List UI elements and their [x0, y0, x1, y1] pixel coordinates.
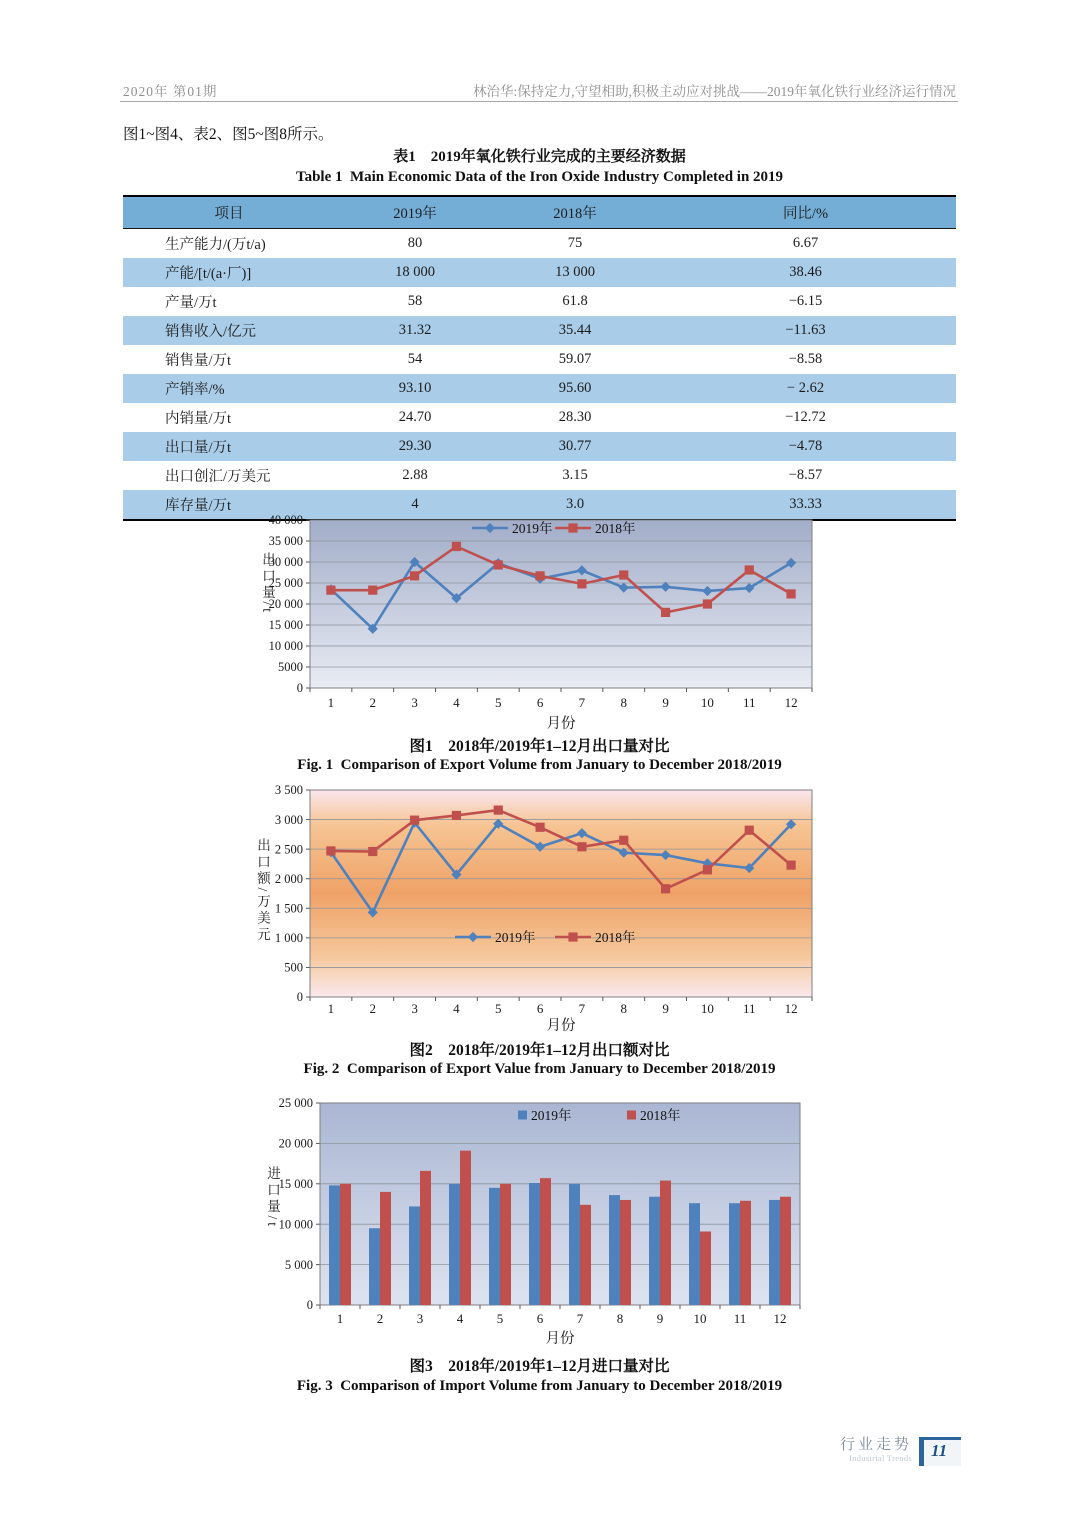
running-title: 林治华:保持定力,守望相助,积极主动应对挑战——2019年氧化铁行业经济运行情况 — [473, 84, 956, 99]
bar-2019年 — [409, 1206, 420, 1305]
table-cell: 3.0 — [565, 496, 585, 512]
y-tick-label: 15 000 — [268, 618, 303, 633]
table-cell: −6.15 — [788, 293, 823, 309]
x-tick-label: 2 — [376, 1311, 384, 1326]
data-point-marker — [786, 861, 795, 870]
data-point-marker — [494, 560, 503, 569]
y-tick-label: 35 000 — [268, 534, 303, 549]
x-tick-label: 1 — [336, 1311, 344, 1326]
x-tick-label: 11 — [733, 1311, 747, 1326]
legend-label: 2018年 — [595, 929, 636, 945]
data-point-marker — [661, 884, 670, 893]
y-tick-label: 10 000 — [278, 1217, 313, 1232]
y-tick-label: 3 000 — [274, 812, 303, 827]
y-tick-label: 20 000 — [268, 597, 303, 612]
table-header-row — [123, 196, 956, 229]
x-tick-label: 9 — [662, 1001, 669, 1016]
footer-label-en: Industrial Trends — [849, 1453, 913, 1463]
data-point-marker — [494, 806, 503, 815]
y-tick-label: 0 — [296, 990, 303, 1005]
figure1-export-volume-line-chart — [250, 510, 830, 739]
intro-text: 图1~图4、表2、图5~图8所示。 — [123, 126, 334, 143]
plot-area — [310, 790, 812, 997]
data-point-marker — [410, 571, 419, 580]
y-tick-label: 5000 — [278, 660, 303, 675]
x-tick-label: 7 — [578, 695, 586, 710]
bar-2018年 — [500, 1184, 511, 1305]
figure3-import-volume-bar-chart — [250, 1095, 830, 1352]
table-cell: 6.67 — [792, 235, 819, 251]
data-point-marker — [326, 846, 335, 855]
figure2-y-axis-title: 出口额/万美元 — [255, 838, 270, 944]
data-point-marker — [745, 826, 754, 835]
data-point-marker — [745, 565, 754, 574]
table-row — [123, 316, 956, 345]
bar-2018年 — [380, 1192, 391, 1305]
bar-2019年 — [689, 1203, 700, 1305]
table-row — [123, 374, 956, 403]
table-cell: 80 — [407, 235, 423, 251]
plot-area — [320, 1103, 800, 1305]
x-tick-label: 3 — [416, 1311, 424, 1326]
bar-2019年 — [329, 1185, 340, 1305]
fig1-svg — [250, 510, 830, 734]
table-header-cell: 2018年 — [495, 196, 655, 229]
fig3-svg — [250, 1095, 830, 1347]
x-tick-label: 10 — [700, 1001, 714, 1016]
table-cell: 28.30 — [558, 409, 592, 425]
y-tick-label: 2 000 — [274, 871, 303, 886]
figure1-caption-en: Fig. 1 Comparison of Export Volume from January to December 2018/2019 — [297, 757, 782, 773]
x-tick-label: 1 — [327, 695, 335, 710]
x-tick-label: 11 — [742, 695, 756, 710]
data-point-marker — [577, 579, 586, 588]
y-tick-label: 3 500 — [274, 783, 303, 798]
table-cell: 59.07 — [558, 351, 592, 367]
y-tick-label: 500 — [284, 960, 303, 975]
y-tick-label: 2 500 — [274, 842, 303, 857]
data-point-marker — [535, 571, 544, 580]
bar-2019年 — [569, 1184, 580, 1305]
table-cell: 18 000 — [395, 264, 435, 280]
y-tick-label: 15 000 — [278, 1177, 313, 1191]
table-cell: −8.57 — [788, 467, 823, 483]
table-header-cell: 2019年 — [335, 196, 495, 229]
x-tick-label: 12 — [784, 695, 798, 710]
header-rule — [120, 101, 958, 102]
footer — [840, 1437, 961, 1466]
data-point-marker — [535, 823, 544, 832]
table-header-row — [123, 196, 956, 229]
data-point-marker — [410, 816, 419, 825]
figure2-caption-zh: 图2 2018年/2019年1–12月出口额对比 — [409, 1042, 670, 1059]
bar-2019年 — [769, 1200, 780, 1305]
x-tick-label: 6 — [536, 1001, 544, 1016]
figure1-y-axis-title: 出口量/t — [260, 552, 275, 616]
table-cell: 销售收入/亿元 — [165, 324, 257, 340]
table-body — [123, 229, 956, 521]
data-point-marker — [577, 842, 586, 851]
y-tick-label: 25 000 — [268, 576, 303, 591]
data-point-marker — [452, 542, 461, 551]
table-cell: 95.60 — [558, 380, 592, 396]
bar-2018年 — [540, 1178, 551, 1305]
page-number: 11 — [931, 1441, 948, 1460]
x-tick-label: 7 — [578, 1001, 586, 1016]
legend-label: 2018年 — [640, 1107, 681, 1123]
bar-2018年 — [700, 1231, 711, 1305]
legend-label: 2018年 — [595, 520, 636, 536]
bar-2019年 — [729, 1203, 740, 1305]
x-tick-label: 8 — [620, 1001, 627, 1016]
data-point-marker — [703, 599, 712, 608]
bar-2018年 — [620, 1200, 631, 1305]
y-tick-label: 0 — [296, 681, 303, 696]
table-cell: 38.46 — [789, 264, 822, 280]
table-cell: 4 — [411, 496, 419, 512]
data-point-marker — [368, 847, 377, 856]
table-row — [123, 345, 956, 374]
bar-2019年 — [449, 1184, 460, 1305]
bar-2019年 — [529, 1183, 540, 1305]
table-cell: −12.72 — [785, 409, 826, 425]
y-tick-label: 30 000 — [268, 555, 303, 570]
table-cell: 75 — [567, 235, 583, 251]
table-cell: 29.30 — [398, 438, 432, 454]
data-point-marker — [452, 811, 461, 820]
x-tick-label: 4 — [453, 1001, 460, 1016]
table-cell: 3.15 — [562, 467, 588, 483]
y-tick-label: 10 000 — [268, 639, 303, 654]
table-row — [123, 258, 956, 287]
y-tick-label: 0 — [306, 1298, 313, 1313]
x-tick-label: 2 — [369, 695, 376, 710]
figure3-caption-en: Fig. 3 Comparison of Import Volume from January to December 2018/2019 — [296, 1378, 783, 1394]
table-cell: 58 — [407, 293, 423, 309]
table-cell: 13 000 — [555, 264, 595, 280]
table-cell: 2.88 — [402, 467, 428, 483]
table-row — [123, 287, 956, 316]
figure1-caption-zh: 图1 2018年/2019年1–12月出口量对比 — [409, 738, 670, 755]
x-tick-label: 4 — [453, 695, 460, 710]
table-cell: 93.10 — [398, 380, 432, 396]
table-cell: − 2.62 — [786, 380, 825, 396]
figure3-y-axis-title: 进口量/t — [265, 1166, 280, 1230]
legend-label: 2019年 — [531, 1107, 572, 1123]
table-cell: 库存量/万t — [165, 498, 232, 514]
table-cell: −4.78 — [788, 438, 823, 454]
data-point-marker — [326, 586, 335, 595]
x-tick-label: 5 — [495, 1001, 502, 1016]
table-cell: 产销率/% — [165, 382, 225, 398]
figure3-caption-zh: 图3 2018年/2019年1–12月进口量对比 — [409, 1358, 670, 1375]
table-cell: 产能/[t/(a·厂)] — [165, 266, 252, 282]
x-tick-label: 8 — [616, 1311, 624, 1326]
x-tick-label: 10 — [693, 1311, 707, 1326]
data-point-marker — [368, 586, 377, 595]
legend-label: 2019年 — [495, 929, 536, 945]
figure2-caption-en: Fig. 2 Comparison of Export Value from January to December 2018/2019 — [303, 1061, 776, 1077]
x-tick-label: 5 — [495, 695, 502, 710]
x-tick-label: 6 — [536, 1311, 544, 1326]
table-cell: 出口量/万t — [165, 440, 232, 456]
table1-title-en: Table 1 Main Economic Data of the Iron Oxide Industry Completed in 2019 — [295, 169, 784, 185]
footer-label-zh: 行业走势 — [840, 1437, 913, 1453]
data-point-marker — [619, 836, 628, 845]
bar-2018年 — [340, 1184, 351, 1305]
x-tick-label: 7 — [576, 1311, 584, 1326]
bar-2019年 — [649, 1197, 660, 1305]
legend-swatch — [627, 1111, 636, 1120]
bar-2018年 — [660, 1181, 671, 1305]
table-row — [123, 229, 956, 259]
footer-section-label — [840, 1437, 912, 1463]
x-axis-title: 月份 — [546, 1018, 576, 1032]
data-point-marker — [619, 570, 628, 579]
table-cell: 33.33 — [789, 496, 822, 512]
table-cell: 内销量/万t — [165, 411, 232, 427]
y-tick-label: 5 000 — [284, 1257, 313, 1272]
x-axis-title: 月份 — [546, 716, 576, 732]
y-tick-label: 40 000 — [268, 513, 303, 528]
table-row — [123, 461, 956, 490]
economic-data-table — [123, 195, 956, 521]
table-cell: −11.63 — [785, 322, 826, 338]
bar-2018年 — [580, 1205, 591, 1305]
bar-2019年 — [489, 1188, 500, 1305]
bar-2018年 — [460, 1151, 471, 1305]
bar-2019年 — [369, 1228, 380, 1305]
legend-label: 2019年 — [512, 520, 553, 536]
table1-title-zh: 表1 2019年氧化铁行业完成的主要经济数据 — [393, 149, 686, 165]
x-tick-label: 10 — [700, 695, 714, 710]
x-tick-label: 6 — [536, 695, 544, 710]
figure2-export-value-line-chart — [250, 782, 830, 1037]
bar-2018年 — [780, 1197, 791, 1305]
data-point-marker — [568, 932, 577, 941]
x-tick-label: 12 — [784, 1001, 798, 1016]
x-tick-label: 3 — [411, 695, 418, 710]
bar-2018年 — [420, 1171, 431, 1305]
table-header-cell: 项目 — [123, 196, 335, 229]
table-cell: 产量/万t — [165, 295, 217, 311]
x-tick-label: 2 — [369, 1001, 376, 1016]
page-number-box — [919, 1437, 961, 1466]
data-point-marker — [661, 608, 670, 617]
y-tick-label: 1 000 — [274, 931, 303, 946]
data-point-marker — [568, 523, 577, 532]
x-axis-title: 月份 — [545, 1331, 575, 1347]
table-cell: −8.58 — [788, 351, 823, 367]
x-tick-label: 11 — [742, 1001, 756, 1016]
x-tick-label: 8 — [620, 695, 627, 710]
y-tick-label: 1 500 — [274, 901, 303, 916]
table-cell: 24.70 — [398, 409, 432, 425]
fig2-svg — [250, 782, 830, 1032]
x-tick-label: 1 — [327, 1001, 335, 1016]
legend-swatch — [518, 1111, 527, 1120]
table-cell: 生产能力/(万t/a) — [165, 237, 266, 253]
x-tick-label: 9 — [662, 695, 669, 710]
table-cell: 54 — [407, 351, 423, 367]
table-cell: 31.32 — [398, 322, 432, 338]
table-cell: 61.8 — [562, 293, 588, 309]
x-tick-label: 12 — [773, 1311, 787, 1326]
bar-2019年 — [609, 1195, 620, 1305]
table-row — [123, 432, 956, 461]
table-header-cell: 同比/% — [655, 196, 956, 229]
y-tick-label: 20 000 — [278, 1136, 313, 1151]
y-tick-label: 25 000 — [278, 1096, 313, 1111]
x-tick-label: 3 — [411, 1001, 418, 1016]
table-cell: 35.44 — [558, 322, 592, 338]
table-cell: 30.77 — [558, 438, 592, 454]
x-tick-label: 5 — [496, 1311, 504, 1326]
bar-2018年 — [740, 1201, 751, 1305]
table-row — [123, 403, 956, 432]
x-tick-label: 9 — [656, 1311, 664, 1326]
x-tick-label: 4 — [456, 1311, 464, 1326]
table-cell: 销售量/万t — [165, 353, 232, 369]
data-point-marker — [703, 865, 712, 874]
data-point-marker — [786, 589, 795, 598]
journal-issue-label: 2020年 第01期 — [123, 84, 218, 99]
table-cell: 出口创汇/万美元 — [165, 469, 271, 485]
